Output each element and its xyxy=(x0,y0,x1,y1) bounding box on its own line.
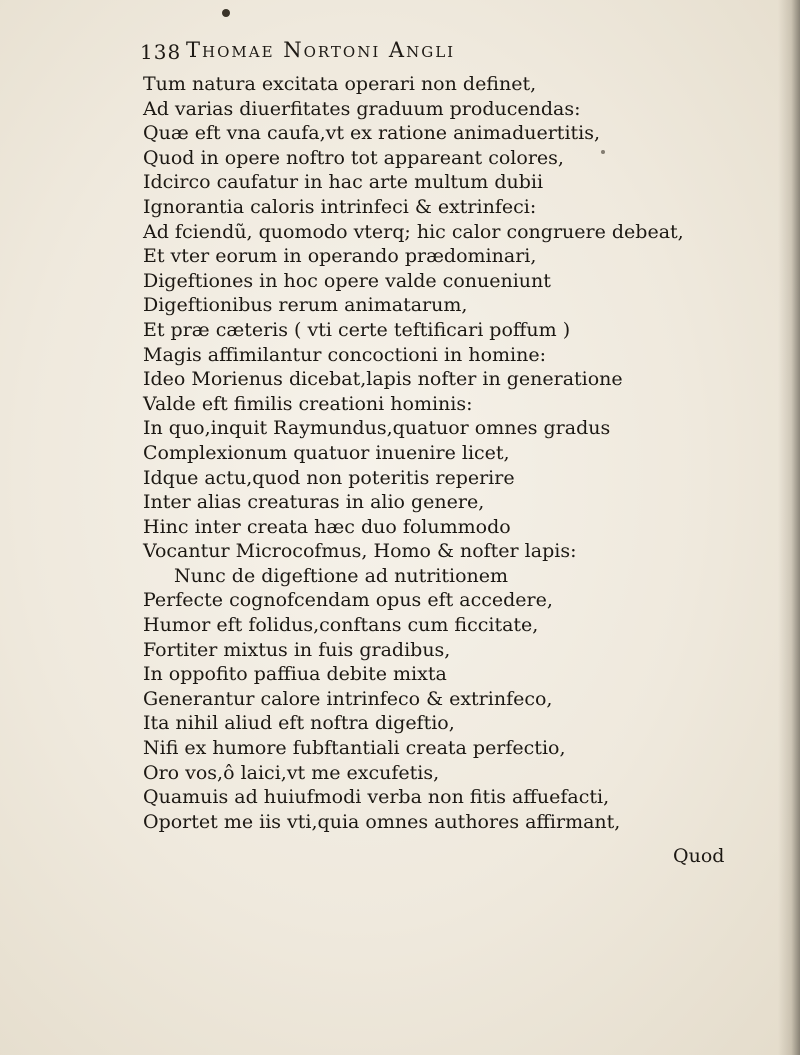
page-header xyxy=(140,38,620,68)
text-line: Et præ cæteris ( vti certe teftificari poffum ) xyxy=(143,318,571,341)
running-head: Thomae Nortoni Angli xyxy=(186,38,456,62)
text-line: Quamuis ad huiufmodi verba non fitis affuefacti, xyxy=(143,786,610,809)
text-line: In oppofito paffiua debite mixta xyxy=(143,663,447,686)
text-line: Ignorantia caloris intrinfeci & extrinfeci: xyxy=(143,195,537,218)
catchword: Quod xyxy=(673,845,725,867)
text-line: Humor eft folidus,conftans cum ficcitate, xyxy=(143,614,539,637)
text-line: Ad varias diuerfitates graduum producendas: xyxy=(143,97,581,120)
text-line: Idque actu,quod non poteritis reperire xyxy=(143,466,515,489)
text-line: Perfecte cognofcendam opus eft accedere, xyxy=(143,589,553,612)
text-line: Hinc inter creata hæc duo folummodo xyxy=(143,515,511,538)
text-line: Quæ eft vna caufa,vt ex ratione animaduertitis, xyxy=(143,122,601,145)
text-line: Oportet me iis vti,quia omnes authores affirmant, xyxy=(143,810,621,833)
text-line: Ideo Morienus dicebat,lapis nofter in generatione xyxy=(143,368,623,391)
text-line: Et vter eorum in operando prædominari, xyxy=(143,245,537,268)
verse-text-block xyxy=(143,72,783,834)
text-line-indented: Nunc de digeftione ad nutritionem xyxy=(174,564,509,587)
page-number: 138 xyxy=(140,40,182,64)
text-line: Quod in opere noftro tot appareant colores, xyxy=(143,146,564,169)
text-line: Complexionum quatuor inuenire licet, xyxy=(143,441,510,464)
text-line: Magis affimilantur concoctioni in homine: xyxy=(143,343,546,366)
ink-speck xyxy=(222,9,230,17)
text-line: Vocantur Microcofmus, Homo & nofter lapis: xyxy=(143,540,577,563)
text-line: Generantur calore intrinfeco & extrinfeco, xyxy=(143,687,553,710)
text-line: Fortiter mixtus in fuis gradibus, xyxy=(143,638,451,661)
text-line: Ita nihil aliud eft noftra digeftio, xyxy=(143,712,455,735)
text-line: Inter alias creaturas in alio genere, xyxy=(143,491,485,514)
text-line: Nifi ex humore fubftantiali creata perfectio, xyxy=(143,737,566,760)
text-line: Valde eft fimilis creationi hominis: xyxy=(143,392,473,415)
text-line: In quo,inquit Raymundus,quatuor omnes gradus xyxy=(143,417,611,440)
text-line: Digeftionibus rerum animatarum, xyxy=(143,294,468,317)
text-line: Idcirco caufatur in hac arte multum dubii xyxy=(143,171,544,194)
text-line: Digeftiones in hoc opere valde conueniunt xyxy=(143,269,551,292)
text-line: Ad fciendũ, quomodo vterq; hic calor congruere debeat, xyxy=(143,220,684,243)
text-line: Oro vos,ô laici,vt me excufetis, xyxy=(143,761,440,784)
text-line: Tum natura excitata operari non definet, xyxy=(143,73,537,95)
